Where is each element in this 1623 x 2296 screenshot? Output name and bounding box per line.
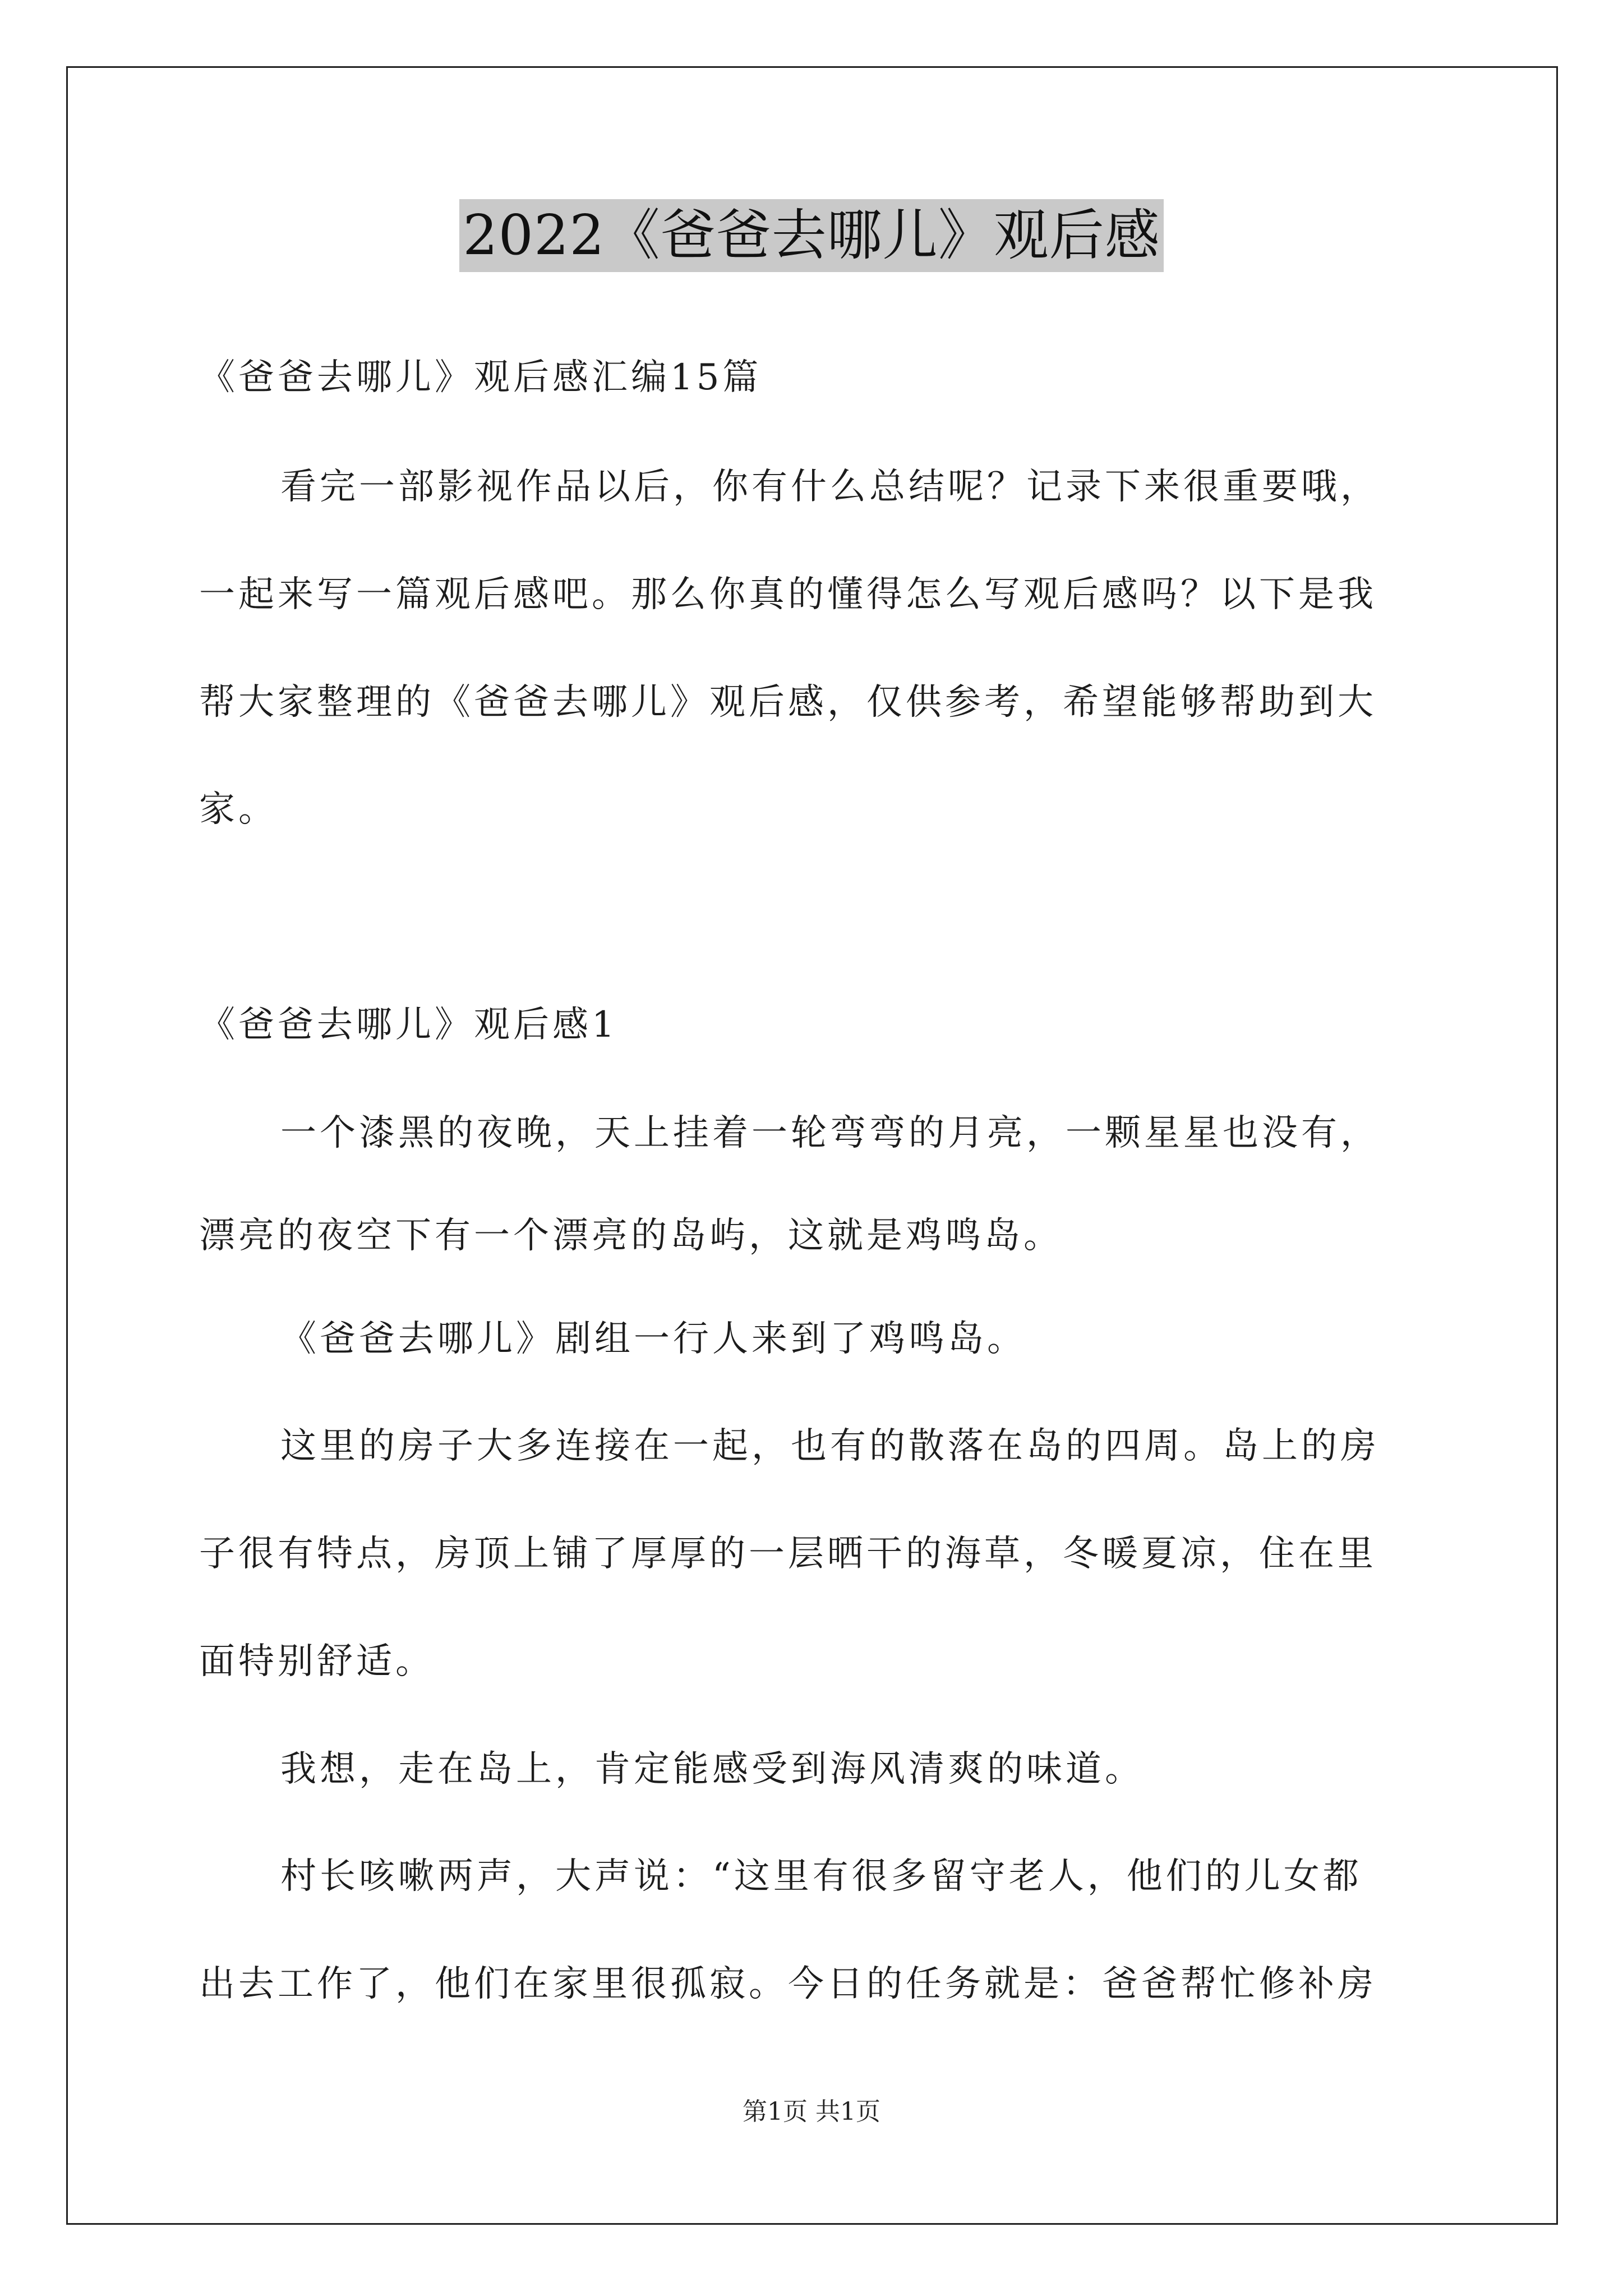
document-title: 2022《爸爸去哪儿》观后感 xyxy=(459,199,1163,272)
intro-line: 看完一部影视作品以后，你有什么总结呢？记录下来很重要哦， xyxy=(280,466,1380,508)
body-line: 我想，走在岛上，肯定能感受到海风清爽的味道。 xyxy=(280,1749,1144,1790)
intro-line: 家。 xyxy=(199,789,278,830)
body-line: 这里的房子大多连接在一起，也有的散落在岛的四周。岛上的房 xyxy=(280,1425,1380,1467)
section-heading: 《爸爸去哪儿》观后感1 xyxy=(199,1004,618,1046)
intro-line: 帮大家整理的《爸爸去哪儿》观后感，仅供参考，希望能够帮助到大 xyxy=(199,682,1377,723)
body-line: 漂亮的夜空下有一个漂亮的岛屿，这就是鸡鸣岛。 xyxy=(199,1215,1063,1257)
page-footer: 第1页 共1页 xyxy=(743,2097,880,2126)
body-line: 面特别舒适。 xyxy=(199,1641,435,1682)
title-container xyxy=(0,199,1623,272)
body-line: 村长咳嗽两声，大声说：“这里有很多留守老人，他们的儿女都 xyxy=(280,1856,1362,1897)
body-line: 《爸爸去哪儿》剧组一行人来到了鸡鸣岛。 xyxy=(280,1318,1026,1360)
document-subtitle: 《爸爸去哪儿》观后感汇编15篇 xyxy=(199,357,762,398)
body-line: 一个漆黑的夜晚，天上挂着一轮弯弯的月亮，一颗星星也没有， xyxy=(280,1112,1380,1154)
body-line: 子很有特点，房顶上铺了厚厚的一层晒干的海草，冬暖夏凉，住在里 xyxy=(199,1533,1377,1575)
body-line: 出去工作了，他们在家里很孤寂。今日的任务就是：爸爸帮忙修补房 xyxy=(199,1963,1377,2005)
intro-line: 一起来写一篇观后感吧。那么你真的懂得怎么写观后感吗？以下是我 xyxy=(199,574,1377,615)
